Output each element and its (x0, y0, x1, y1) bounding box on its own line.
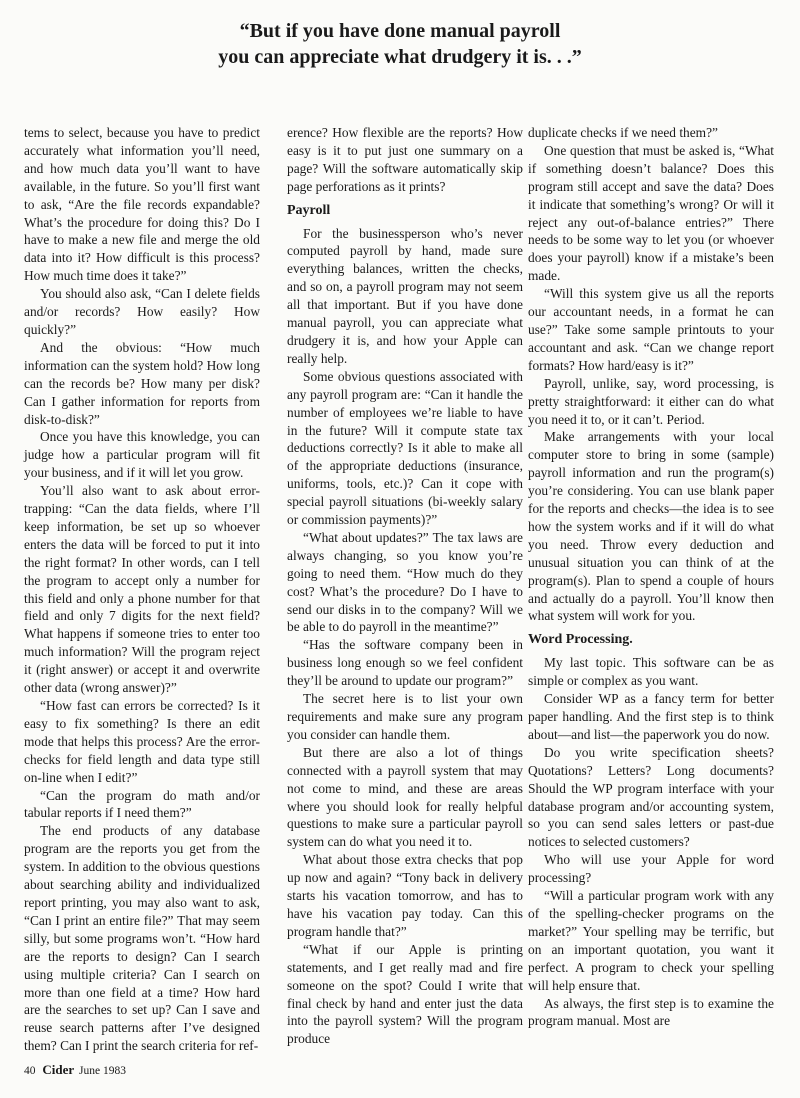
paragraph: duplicate checks if we need them?” (528, 125, 718, 140)
paragraph: “Will a particular program work with any of the spelling-checker programs on the market?” Your spelling may be terrific, but on an important quotation, you want it perfect. A program to check your spelling will help ensure that. (528, 888, 774, 993)
paragraph: Who will use your Apple for word processing? (528, 852, 774, 886)
paragraph: My last topic. This software can be as simple or complex as you want. (528, 655, 774, 689)
paragraph: “Will this system give us all the reports our accountant needs, in a format he can use?” Take some sample printouts to your accountant and ask. “Can we change report formats? How hard/easy is it?” (528, 286, 774, 373)
paragraph: And the obvious: “How much information can the system hold? How long can the records be? How many per disk? Can I gather information for reports from disk-to-disk?” (24, 339, 260, 427)
text-column-2 (287, 124, 523, 1048)
text-column-1 (24, 124, 260, 1055)
issue-date: June 1983 (79, 1065, 126, 1077)
paragraph: “Has the software company been in business long enough so we feel confident they’ll be around to update our program?” (287, 637, 523, 689)
paragraph: What about those extra checks that pop up now and again? “Tony back in delivery starts his vacation tomorrow, and has to have his vacation pay today. Can this program handle that?” (287, 852, 523, 939)
paragraph: “Can the program do math and/or tabular reports if I need them?” (24, 787, 260, 821)
paragraph: “How fast can errors be corrected? Is it easy to fix something? Is there an edit mode that helps this process? Are the error-checks for field length and data type still on-line when I edit?” (24, 698, 260, 785)
paragraph: You should also ask, “Can I delete fields and/or records? How easily? How quickly?” (24, 286, 260, 337)
section-heading: Payroll (287, 202, 331, 218)
paragraph: But there are also a lot of things connected with a payroll system that may not come to mind, and these are areas where you should look for really helpful questions to make sure a particular payroll system can do what you need it to. (287, 744, 523, 850)
pull-quote (0, 18, 800, 70)
paragraph: tems to select, because you have to predict accurately what information you’ll need, and how much data you’ll want to have available, in the future. So you’ll first want to ask, “Are the file records expandable? What’s the procedure for doing this? Do I have to make a new file and merge the old data into it? How difficult is this process? How much time does it take?” (24, 125, 260, 284)
paragraph: The end products of any database program are the reports you get from the system. In addition to the obvious questions about searching ability and individualized report printing, you may also want to ask, “Can I print an entire file?” That may seem silly, but some programs won’t. “How hard are the reports to design? Can I search using multiple criteria? Can I search on more than one field at a time? How hard are the searches to set up? Can I save and reuse search patterns after I’ve designed them? Can I print the search criteria for ref- (24, 823, 260, 1054)
paragraph: Make arrangements with your local computer store to bring in some (sample) payroll information and run the program(s) you’re considering. You can use blank paper for the reports and checks—the idea is to see how the system works and if it will do what you need. Throw every deduction and unusual situation you can think of at the program(s). Plan to spend a couple of hours and actually do a payroll. You’ll know then what system will work for you. (528, 429, 774, 624)
paragraph: erence? How flexible are the reports? How easy is it to put just one summary on a page? Will the software automatically skip page perforations as it prints? (287, 125, 523, 194)
paragraph: Payroll, unlike, say, word processing, is pretty straightforward: it either can do what you need it to, or it can’t. Period. (528, 375, 774, 427)
paragraph: You’ll also want to ask about error-trapping: “Can the data fields, where I’ll keep information, be set up so whoever enters the data will be forced to put it into the right format? In other words, can I tell the program to accept only a number for this field and only a phone number for that field and only 7 digits for the next field? What happens if someone tries to enter too much information? Will the program reject it (right answer) or accept it and overwrite other data (wrong answer)?” (24, 483, 260, 696)
page-footer (24, 1062, 126, 1078)
paragraph: Once you have this knowledge, you can judge how a particular program will fit your business, and if it will let you grow. (24, 429, 260, 481)
paragraph: One question that must be asked is, “What if something doesn’t balance? Does this program still accept and save the data? Does it indicate that something’s wrong? Or will it reject any out-of-balance entries?” There needs to be some way to let you (or whoever does your payroll) know if a mistake’s been made. (528, 142, 774, 284)
paragraph: Do you write specification sheets? Quotations? Letters? Long documents? Should the WP program interface with your database program and/or accounting system, so you can send sales letters or past-due notices to selected customers? (528, 744, 774, 850)
page-number: 40 (24, 1065, 36, 1077)
magazine-logo: Cider (42, 1062, 75, 1077)
paragraph: “What if our Apple is printing statements, and I get really mad and fire someone on the spot? Could I write that final check by hand and enter just the data into the payroll system? Will the program produce (287, 941, 523, 1047)
paragraph: “What about updates?” The tax laws are always changing, so you know you’re going to need them. “How much do they cost? What’s the procedure? Do I have to send our disks in to the company? Will we be able to do payroll in the meantime?” (287, 529, 523, 635)
paragraph: Consider WP as a fancy term for better paper handling. And the first step is to think about—and list—the paperwork you do now. (528, 691, 774, 742)
paragraph: For the businessperson who’s never computed payroll by hand, made sure everything balances, written the checks, and so on, a payroll program may not seem all that important. But if you have done manual payroll, you can appreciate what drudgery it is, and how your Apple can really help. (287, 225, 523, 366)
pull-quote-line-1: “But if you have done manual payroll (239, 20, 561, 42)
paragraph: As always, the first step is to examine the program manual. Most are (528, 995, 774, 1029)
paragraph: The secret here is to list your own requirements and make sure any program you consider can handle them. (287, 691, 523, 742)
text-column-3 (528, 124, 774, 1030)
pull-quote-line-2: you can appreciate what drudgery it is. . .” (218, 46, 582, 68)
paragraph: Some obvious questions associated with any payroll program are: “Can it handle the number of employees we’re liable to have in the future? Will it compute state tax deductions correctly? Is it able to make all of the appropriate deductions (insurance, uniforms, tools, etc.)? Can it cope with special payroll situations (bi-weekly salary or commission payments)?” (287, 368, 523, 528)
section-heading: Word Processing. (528, 632, 633, 648)
